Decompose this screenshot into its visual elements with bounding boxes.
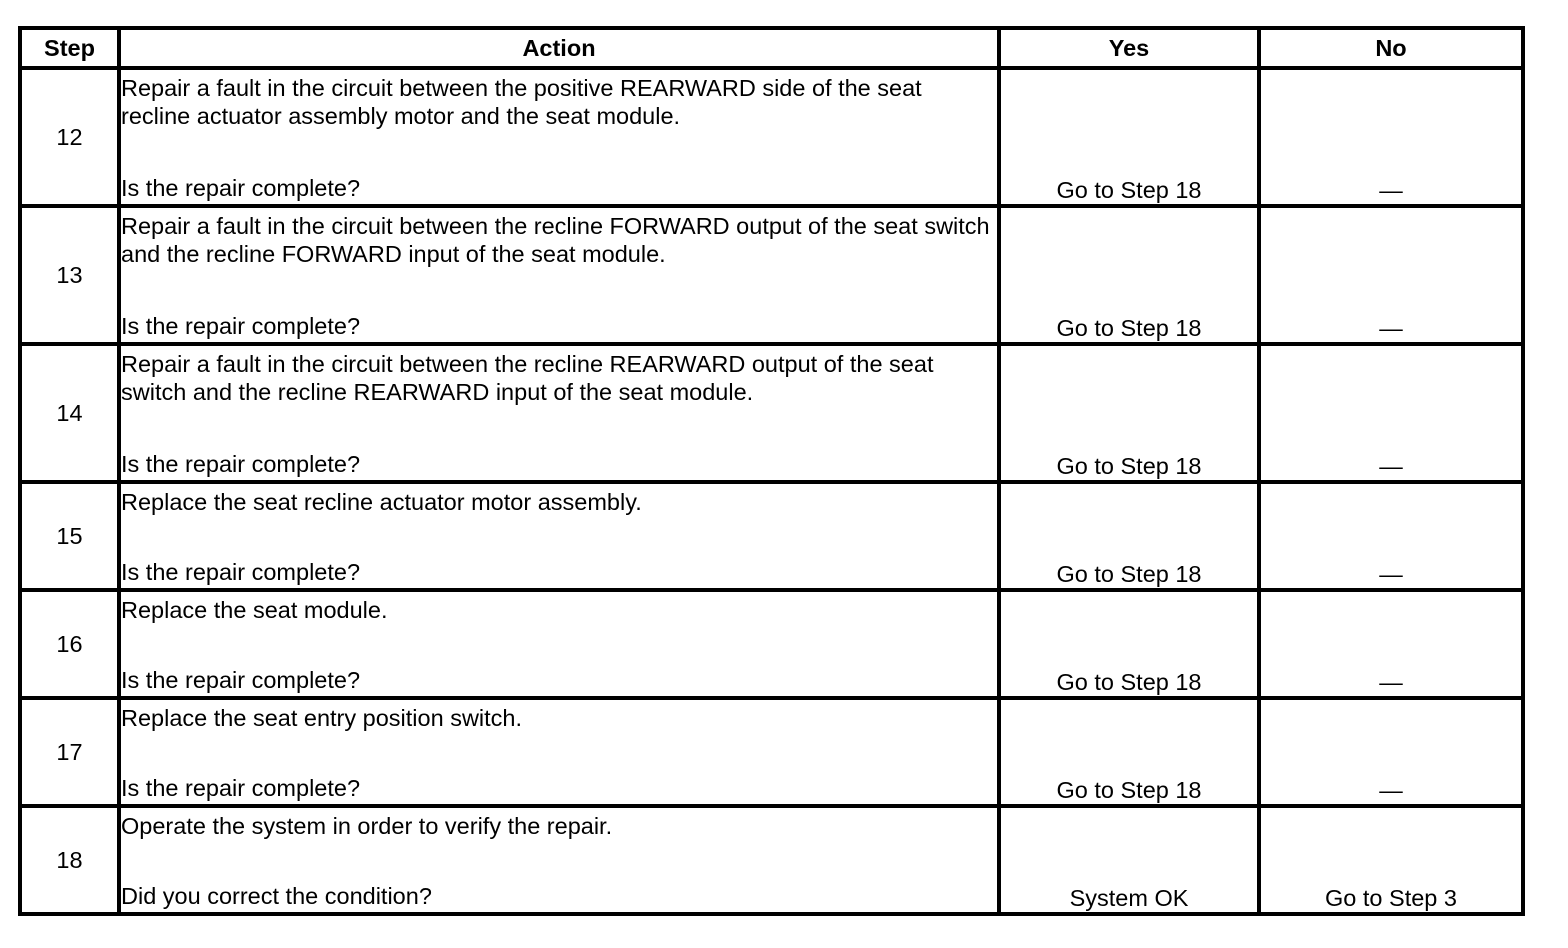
action-question: Is the repair complete? [121,451,361,477]
yes-result: Go to Step 18 [999,206,1259,344]
action-text: Operate the system in order to verify the repair. [121,813,613,839]
no-result: — [1259,206,1523,344]
action-cell [119,206,999,344]
action-cell [119,590,999,698]
step-number: 13 [20,206,119,344]
action-question: Is the repair complete? [121,775,361,801]
action-question: Did you correct the condition? [121,883,432,909]
yes-result: Go to Step 18 [999,68,1259,206]
yes-result: Go to Step 18 [999,482,1259,590]
no-result: — [1259,68,1523,206]
action-text: Repair a fault in the circuit between the positive REARWARD side of the seat recline actuator assembly motor and the seat module. [121,75,922,129]
yes-result: Go to Step 18 [999,698,1259,806]
table-row [20,206,1523,344]
action-text: Replace the seat entry position switch. [121,705,523,731]
action-cell [119,68,999,206]
no-result: — [1259,698,1523,806]
header-step: Step [20,28,119,68]
action-cell [119,806,999,914]
step-number: 16 [20,590,119,698]
yes-result: Go to Step 18 [999,590,1259,698]
action-question: Is the repair complete? [121,667,361,693]
action-question: Is the repair complete? [121,175,361,201]
header-no: No [1259,28,1523,68]
no-result: — [1259,482,1523,590]
action-text: Repair a fault in the circuit between the recline FORWARD output of the seat switch and the recline FORWARD input of the seat module. [121,213,990,267]
action-text: Replace the seat recline actuator motor assembly. [121,489,642,515]
step-number: 17 [20,698,119,806]
table-row [20,344,1523,482]
step-number: 15 [20,482,119,590]
no-result: — [1259,590,1523,698]
header-row [20,28,1523,68]
action-text: Replace the seat module. [121,597,388,623]
action-cell [119,344,999,482]
no-result: — [1259,344,1523,482]
action-cell [119,482,999,590]
table-row [20,698,1523,806]
action-cell [119,698,999,806]
header-action: Action [119,28,999,68]
step-number: 18 [20,806,119,914]
action-question: Is the repair complete? [121,559,361,585]
table-row [20,68,1523,206]
step-number: 14 [20,344,119,482]
table-row [20,482,1523,590]
table-row [20,590,1523,698]
no-result: Go to Step 3 [1259,806,1523,914]
action-text: Repair a fault in the circuit between the recline REARWARD output of the seat switch and the recline REARWARD input of the seat module. [121,351,934,405]
action-question: Is the repair complete? [121,313,361,339]
yes-result: System OK [999,806,1259,914]
diagnostic-table [18,26,1525,916]
yes-result: Go to Step 18 [999,344,1259,482]
table-row [20,806,1523,914]
step-number: 12 [20,68,119,206]
header-yes: Yes [999,28,1259,68]
